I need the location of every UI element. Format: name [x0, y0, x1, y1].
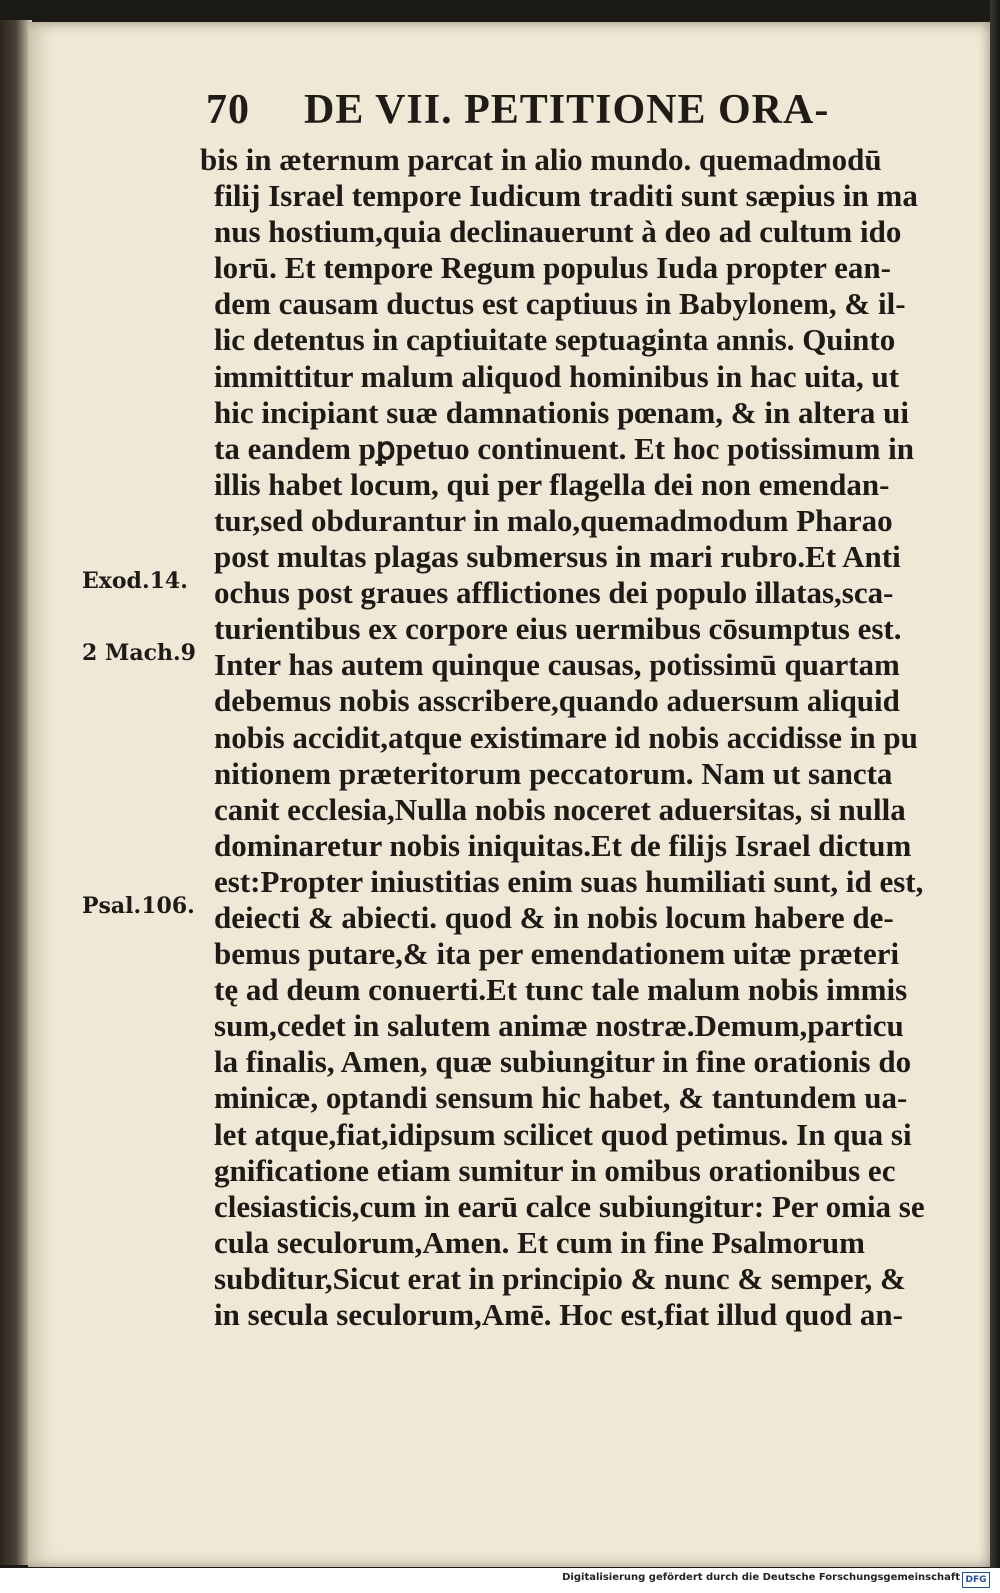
margin-note-mach: 2 Mach.9 — [82, 640, 196, 666]
running-title: DE VII. PETITIONE ORA- — [304, 87, 830, 133]
text-line: sum,cedet in salutem animæ nostræ.Demum,particu — [214, 1008, 904, 1044]
text-line: immittitur malum aliquod hominibus in hac uita, ut — [214, 358, 900, 394]
text-line: bis in æternum parcat in alio mundo. quemadmodū — [200, 142, 882, 177]
text-line: est:Propter iniustitias enim suas humiliati sunt, id est, — [214, 863, 924, 899]
text-line: cula seculorum,Amen. Et cum in fine Psalmorum — [214, 1224, 865, 1260]
margin-note-psal: Psal.106. — [82, 893, 195, 919]
text-line: hic incipiant suæ damnationis pœnam, & in altera ui — [214, 394, 910, 430]
text-line: turientibus ex corpore eius uermibus cōsumptus est. — [214, 611, 902, 647]
text-line: subditur,Sicut erat in principio & nunc & semper, & — [214, 1260, 906, 1296]
text-line: nitionem præteritorum peccatorum. Nam ut sancta — [214, 755, 893, 791]
text-line: lic detentus in captiuitate septuaginta annis. Quinto — [214, 322, 896, 358]
text-line: nus hostium,quia declinauerunt à deo ad cultum ido — [214, 214, 902, 250]
text-line: dominaretur nobis iniquitas.Et de filijs Israel dictum — [214, 827, 912, 863]
text-line: la finalis, Amen, quæ subiungitur in fine orationis do — [214, 1044, 912, 1080]
text-line: gnificatione etiam sumitur in omibus orationibus ec — [214, 1152, 896, 1188]
text-line: in secula seculorum,Amē. Hoc est,fiat illud quod an- — [214, 1297, 903, 1332]
running-header — [206, 86, 876, 134]
text-line: clesiasticis,cum in earū calce subiungitur: Per omia se — [214, 1188, 925, 1224]
text-line: nobis accidit,atque existimare id nobis accidisse in pu — [214, 719, 918, 755]
text-line: debemus nobis asscribere,quando aduersum aliquid — [214, 683, 900, 719]
margin-note-exod: Exod.14. — [82, 568, 188, 594]
text-line: deiecti & abiecti. quod & in nobis locum habere de- — [214, 899, 894, 935]
page-number: 70 — [206, 87, 250, 133]
text-line: tę ad deum conuerti.Et tunc tale malum nobis immis — [214, 972, 908, 1008]
text-line: post multas plagas submersus in mari rubro.Et Anti — [214, 539, 901, 575]
text-line: tur,sed obdurantur in malo,quemadmodum Pharao — [214, 502, 893, 538]
text-line: minicæ, optandi sensum hic habet, & tantundem ua- — [214, 1080, 908, 1116]
text-line: filij Israel tempore Iudicum traditi sunt sæpius in ma — [214, 178, 918, 214]
text-line: bemus putare,& ita per emendationem uitæ præteri — [214, 936, 900, 972]
funding-credit: Digitalisierung gefördert durch die Deutsche Forschungsgemeinschaft — [562, 1572, 960, 1583]
text-line: let atque,fiat,idipsum scilicet quod petimus. In qua si — [214, 1116, 912, 1152]
text-line: ochus post graues afflictiones dei populo illatas,sca- — [214, 575, 894, 611]
text-line: canit ecclesia,Nulla nobis noceret aduersitas, si nulla — [214, 791, 906, 827]
dfg-logo: DFG — [962, 1572, 990, 1588]
text-line: Inter has autem quinque causas, potissimū quartam — [214, 647, 900, 683]
body-text — [200, 142, 934, 1333]
text-line: dem causam ductus est captiuus in Babylonem, & il- — [214, 286, 906, 322]
text-line: illis habet locum, qui per flagella dei non emendan- — [214, 466, 890, 502]
text-line: ta eandem pꝑpetuo continuent. Et hoc potissimum in — [214, 430, 915, 466]
scan-border — [990, 0, 1000, 1593]
text-line: lorū. Et tempore Regum populus Iuda propter ean- — [214, 250, 891, 286]
footer-bar — [0, 1568, 1000, 1593]
